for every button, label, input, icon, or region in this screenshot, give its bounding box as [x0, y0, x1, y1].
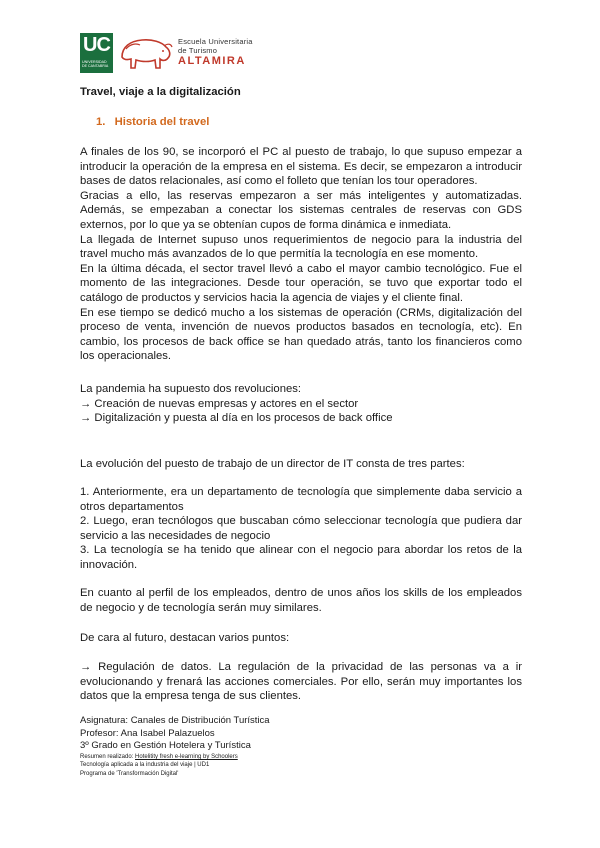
- future-intro: [80, 631, 522, 646]
- list-item: 2. Luego, eran tecnólogos que buscaban cómo seleccionar tecnología que pudiera dar servicio a las necesidades de negocio: [80, 515, 522, 542]
- future-intro-text: De cara al futuro, destacan varios puntos:: [80, 632, 290, 644]
- document-title: Travel, viaje a la digitalización: [80, 86, 241, 98]
- list-item: 3. La tecnología se ha tenido que alinear con el negocio para abordar los retos de la innovación.: [80, 544, 522, 571]
- footer-degree: 3º Grado en Gestión Hotelera y Turística: [80, 740, 251, 752]
- paragraph: En cuanto al perfil de los empleados, dentro de unos años los skills de los empleados de negocio y de tecnología serán muy similares.: [80, 587, 522, 614]
- list-item: → Creación de nuevas empresas y actores en el sector: [80, 397, 359, 410]
- school-name: ALTAMIRA: [178, 55, 246, 67]
- school-line-2: de Turismo: [178, 46, 218, 55]
- header-logos: [80, 33, 280, 75]
- future-list: [80, 660, 522, 704]
- footer-course: Tecnología aplicada a la industria del viaje | UD1: [80, 762, 210, 769]
- list-item: → Regulación de datos. La regulación de la privacidad de las personas va a ir evolucionando y frenará las acciones comerciales. Por ello, serán muy importantes los datos que la empresa tenga de sus clientes.: [80, 661, 522, 703]
- section-heading: [96, 116, 209, 128]
- altamira-bison-icon: [116, 35, 174, 71]
- pandemic-intro: La pandemia ha supuesto dos revoluciones:: [80, 383, 302, 395]
- school-name-block: [178, 37, 288, 68]
- footer-professor: Profesor: Ana Isabel Palazuelos: [80, 727, 215, 739]
- it-intro-text: La evolución del puesto de trabajo de un director de IT consta de tres partes:: [80, 458, 465, 470]
- uc-logo-text: UC: [83, 34, 110, 56]
- paragraph: A finales de los 90, se incorporó el PC al puesto de trabajo, lo que supuso empezar a introducir la operación de la empresa en el sistema. Es decir, se empezaron a introducir bases de datos relacionales, así como el folleto que tenían los tour operadores.: [80, 146, 522, 188]
- it-list: [80, 485, 522, 573]
- paragraph: Gracias a ello, las reservas empezaron a ser más inteligentes y automatizadas. Además, se empezaban a conectar los sistemas centrales de reservas con GDS externos, por lo que ya se obtenían cupos de forma dinámica e inmediata.: [80, 189, 522, 231]
- footer-summary-link[interactable]: Hotelitity fresh e-learning by Schoolers: [135, 753, 238, 760]
- it-intro: [80, 457, 522, 472]
- list-item: → Digitalización y puesta al día en los procesos de back office: [80, 412, 393, 425]
- footer: [80, 715, 380, 778]
- footer-summary-prefix: Resumen realizado:: [80, 753, 136, 760]
- paragraph: En ese tiempo se dedicó mucho a los sistemas de operación (CRMs, digitalización del proceso de venta, invención de nuevos productos basados en tecnología, etc). En cambio, los procesos de back office se han quedado atrás, tanto los financieros como los operacionales.: [80, 306, 522, 363]
- profile-paragraph: [80, 586, 522, 615]
- uc-logo-subtext: UNIVERSIDAD DE CANTABRIA: [82, 60, 109, 68]
- section-title: Historia del travel: [114, 116, 210, 128]
- pandemic-list: [80, 382, 522, 426]
- paragraph: La llegada de Internet supuso unos requerimientos de negocio para la industria del travel mucho más avanzados de lo que permitía la tecnología en ese momento.: [80, 233, 522, 261]
- uc-logo: [80, 33, 113, 73]
- list-item: 1. Anteriormente, era un departamento de tecnología que simplemente daba servicio a otros departamentos: [80, 486, 522, 513]
- footer-subject: Asignatura: Canales de Distribución Turística: [80, 715, 270, 726]
- school-line-1: Escuela Universitaria: [178, 37, 253, 46]
- history-paragraphs: [80, 145, 522, 364]
- section-number: 1.: [96, 116, 106, 128]
- footer-summary: [80, 753, 380, 762]
- footer-program: Programa de 'Transformación Digital': [80, 770, 179, 777]
- paragraph: En la última década, el sector travel llevó a cabo el mayor cambio tecnológico. Fue el momento de las integraciones. Desde tour operación, se tuvo que exportar todo el catálogo de productos y servicios hacia la agencia de viajes y el cliente final.: [80, 262, 522, 304]
